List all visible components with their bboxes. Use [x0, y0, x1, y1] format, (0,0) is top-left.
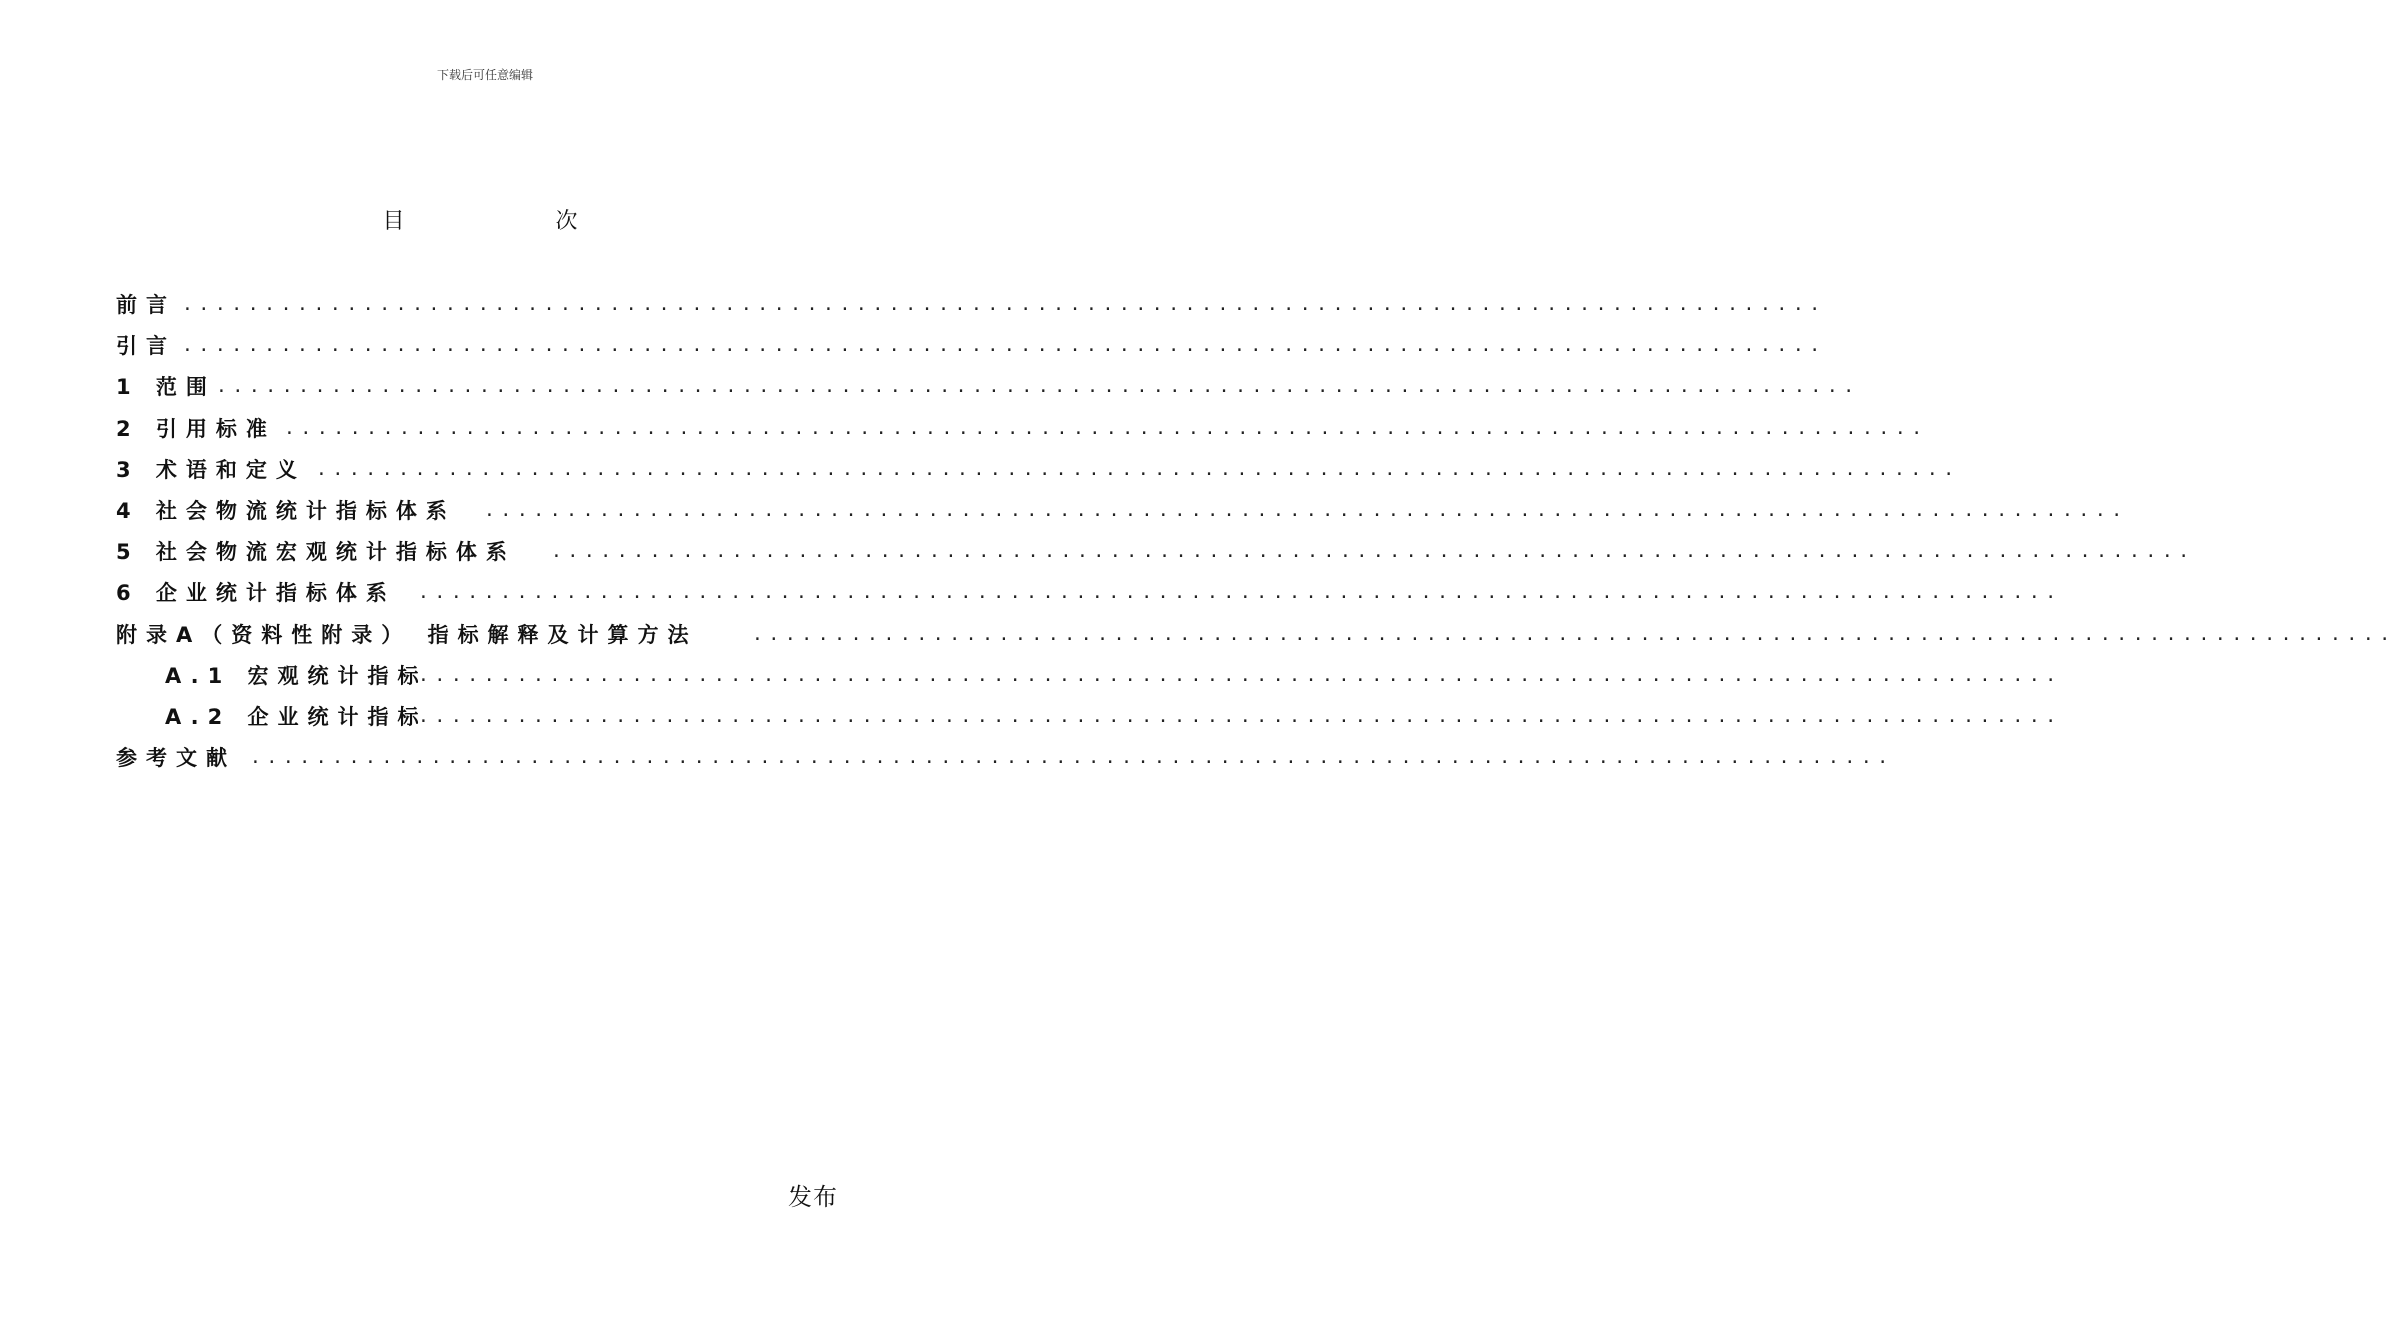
toc-entry-label: 1 范围 [116, 375, 216, 399]
toc-leader-dots: .................................................................................................... [182, 334, 1826, 356]
toc-entry-label: 前言 [116, 293, 176, 317]
toc-entry-label: 5 社会物流宏观统计指标体系 [116, 540, 516, 564]
toc-leader-dots: .................................................................................................... [418, 664, 2062, 686]
toc-entry-label: 2 引用标准 [116, 417, 276, 441]
toc-leader-dots: .................................................................................................... [418, 581, 2062, 603]
toc-leader-dots: .................................................................................................... [316, 458, 1960, 480]
toc-entry-label: 4 社会物流统计指标体系 [116, 499, 456, 523]
toc-entry-label: 参考文献 [116, 746, 236, 770]
toc-title: 目 次 [382, 209, 650, 234]
toc-leader-dots: .................................................................................................... [182, 293, 1826, 315]
toc-entry-label: A.1 宏观统计指标 [165, 664, 428, 688]
toc-leader-dots: .................................................................................................... [418, 705, 2062, 727]
publish-label: 发布 [788, 1183, 838, 1211]
toc-entry-label: 3 术语和定义 [116, 458, 306, 482]
toc-leader-dots: .................................................................................................... [284, 417, 1928, 439]
toc-leader-dots: .................................................................................................... [250, 746, 1894, 768]
header-note: 下载后可任意编辑 [436, 68, 533, 82]
toc-leader-dots: .................................................................................................... [216, 375, 1860, 397]
toc-entry-label: 引言 [116, 334, 176, 358]
toc-entry-label: 附录A（资料性附录） 指标解释及计算方法 [116, 623, 698, 647]
toc-leader-dots: .................................................................................................... [484, 499, 2128, 521]
toc-leader-dots: .................................................................................................... [551, 540, 2195, 562]
toc-entry-label: A.2 企业统计指标 [165, 705, 428, 729]
toc-entry-label: 6 企业统计指标体系 [116, 581, 396, 605]
toc-leader-dots: .................................................................................................... [752, 623, 2396, 645]
